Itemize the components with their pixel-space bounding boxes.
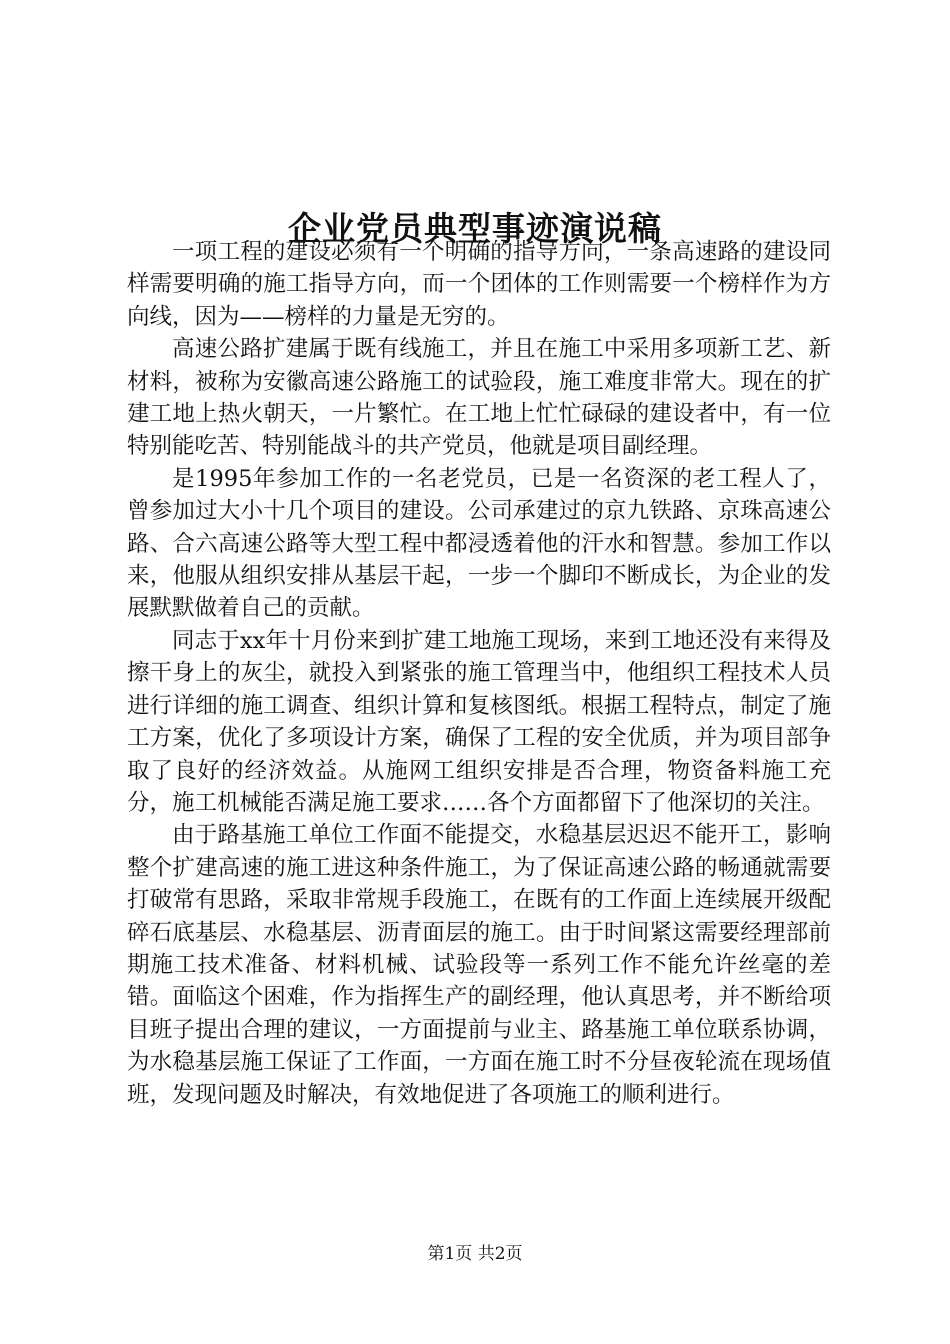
paragraph-4: 同志于xx年十月份来到扩建工地施工现场，来到工地还没有来得及擦干身上的灰尘，就投入到紧张的施工管理当中，他组织工程技术人员进行详细的施工调查、组织计算和复核图纸。根据工程特点，制定了施工方案，优化了多项设计方案，确保了工程的安全优质，并为项目部争取了良好的经济效益。从施网工组织安排是否合理，物资备料施工充分，施工机械能否满足施工要求……各个方面都留下了他深切的关注。 (127, 627, 831, 816)
paragraph-5: 由于路基施工单位工作面不能提交，水稳基层迟迟不能开工，影响整个扩建高速的施工进这种条件施工，为了保证高速公路的畅通就需要打破常有思路，采取非常规手段施工，在既有的工作面上连续展开级配碎石底基层、水稳基层、沥青面层的施工。由于时间紧这需要经理部前期施工技术准备、材料机械、试验段等一系列工作不能允许丝毫的差错。面临这个困难，作为指挥生产的副经理，他认真思考，并不断给项目班子提出合理的建议，一方面提前与业主、路基施工单位联系协调，为水稳基层施工保证了工作面，一方面在施工时不分昼夜轮流在现场值班，发现问题及时解决，有效地促进了各项施工的顺利进行。 (127, 822, 831, 1108)
page-number-footer: 第1页 共2页 (427, 1244, 523, 1264)
document-body (127, 236, 831, 1111)
document-title: 企业党员典型事迹演说稿 (288, 209, 662, 249)
paragraph-1: 一项工程的建设必须有一个明确的指导方向，一条高速路的建设同样需要明确的施工指导方向，而一个团体的工作则需要一个榜样作为方向线，因为——榜样的力量是无穷的。 (127, 239, 831, 330)
paragraph-2: 高速公路扩建属于既有线施工，并且在施工中采用多项新工艺、新材料，被称为安徽高速公路施工的试验段，施工难度非常大。现在的扩建工地上热火朝天，一片繁忙。在工地上忙忙碌碌的建设者中，有一位特别能吃苦、特别能战斗的共产党员，他就是项目副经理。 (127, 336, 831, 460)
paragraph-3: 是1995年参加工作的一名老党员，已是一名资深的老工程人了，曾参加过大小十几个项目的建设。公司承建过的京九铁路、京珠高速公路、合六高速公路等大型工程中都浸透着他的汗水和智慧。参加工作以来，他服从组织安排从基层干起，一步一个脚印不断成长，为企业的发展默默做着自己的贡献。 (127, 465, 831, 622)
